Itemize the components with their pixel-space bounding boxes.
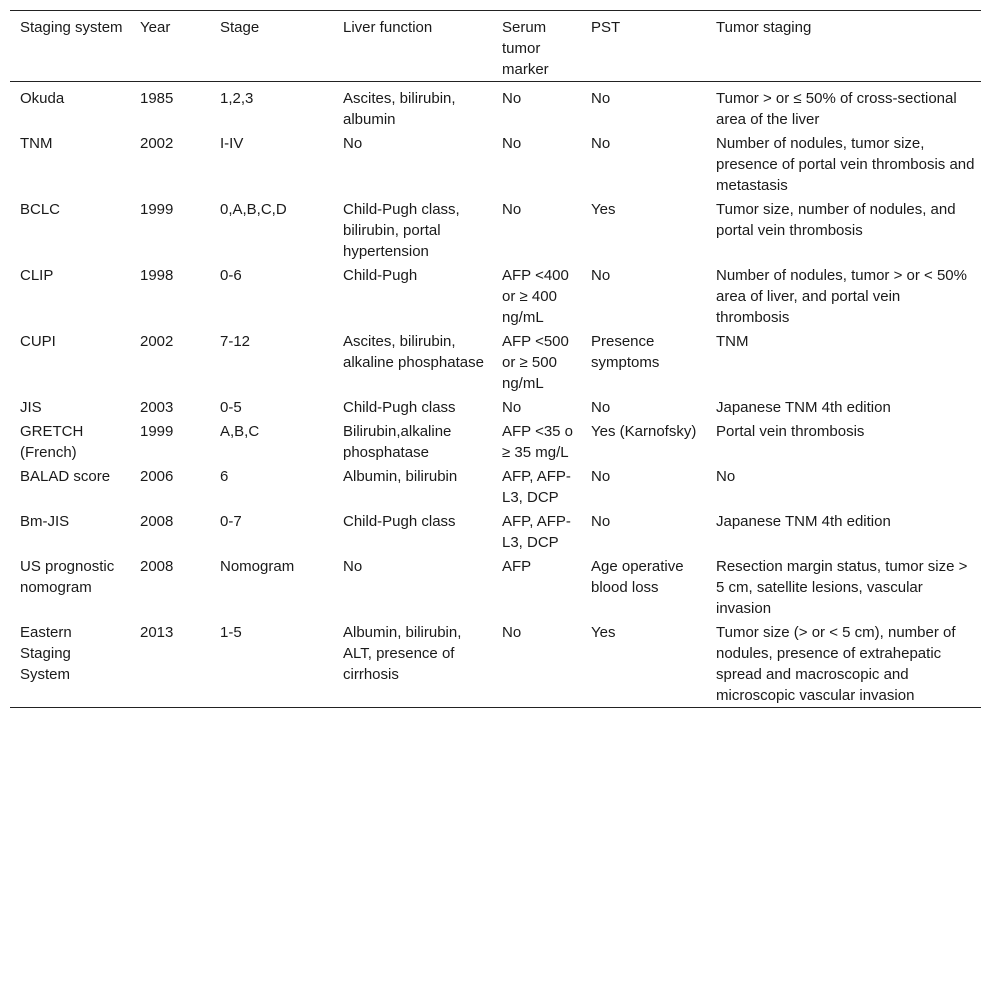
cell-liver-function: Child-Pugh class <box>343 513 456 530</box>
cell-pst: Yes <box>591 201 616 218</box>
cell-serum-tumor-marker: No <box>502 624 522 641</box>
header-pst: PST <box>591 19 621 36</box>
cell-pst: Yes (Karnofsky) <box>591 423 697 440</box>
staging-systems-table <box>10 10 981 708</box>
cell-stage: 0,A,B,C,D <box>220 201 287 218</box>
cell-year: 2002 <box>140 333 174 350</box>
header-stage: Stage <box>220 19 260 36</box>
cell-pst: No <box>591 135 611 152</box>
table-row <box>10 419 981 464</box>
cell-year: 1985 <box>140 90 174 107</box>
cell-liver-function: No <box>343 558 363 575</box>
cell-pst: No <box>591 267 611 284</box>
cell-tumor-staging: Japanese TNM 4th edition <box>716 513 891 530</box>
cell-tumor-staging: Tumor size (> or < 5 cm), number of nodules, presence of extrahepatic spread and macroscopic and microscopic vascular invasion <box>716 624 956 704</box>
cell-tumor-staging: No <box>716 468 736 485</box>
cell-year: 1999 <box>140 201 174 218</box>
cell-stage: 1-5 <box>220 624 242 641</box>
cell-liver-function: Child-Pugh class <box>343 399 456 416</box>
cell-stage: 0-7 <box>220 513 242 530</box>
cell-liver-function: Ascites, bilirubin, alkaline phosphatase <box>343 333 484 371</box>
table-header-row <box>10 11 981 82</box>
cell-stage: 7-12 <box>220 333 251 350</box>
cell-tumor-staging: TNM <box>716 333 749 350</box>
table-row <box>10 395 981 419</box>
cell-pst: No <box>591 513 611 530</box>
cell-stage: 0-6 <box>220 267 242 284</box>
table-row <box>10 329 981 395</box>
cell-serum-tumor-marker: No <box>502 399 522 416</box>
cell-liver-function: Child-Pugh class, bilirubin, portal hypertension <box>343 201 460 260</box>
cell-stage: 6 <box>220 468 229 485</box>
cell-staging-system: TNM <box>20 135 53 152</box>
cell-stage: I-IV <box>220 135 244 152</box>
cell-pst: No <box>591 468 611 485</box>
cell-stage: 0-5 <box>220 399 242 416</box>
cell-staging-system: GRETCH (French) <box>20 423 84 461</box>
table-row <box>10 82 981 132</box>
cell-pst: Age operative blood loss <box>591 558 684 596</box>
cell-staging-system: Eastern Staging System <box>20 624 72 683</box>
header-staging-system: Staging system <box>20 19 123 36</box>
cell-liver-function: No <box>343 135 363 152</box>
cell-serum-tumor-marker: AFP <box>502 558 532 575</box>
cell-liver-function: Albumin, bilirubin <box>343 468 458 485</box>
cell-staging-system: US prognostic nomogram <box>20 558 115 596</box>
cell-year: 2006 <box>140 468 174 485</box>
cell-pst: No <box>591 90 611 107</box>
cell-liver-function: Ascites, bilirubin, albumin <box>343 90 456 128</box>
header-serum-tumor-marker: Serum tumor marker <box>502 19 549 78</box>
cell-staging-system: CUPI <box>20 333 56 350</box>
cell-staging-system: Okuda <box>20 90 65 107</box>
cell-pst: No <box>591 399 611 416</box>
cell-stage: A,B,C <box>220 423 260 440</box>
cell-year: 1999 <box>140 423 174 440</box>
staging-table-container <box>10 10 981 708</box>
cell-liver-function: Bilirubin,alkaline phosphatase <box>343 423 452 461</box>
cell-staging-system: Bm-JIS <box>20 513 70 530</box>
cell-serum-tumor-marker: No <box>502 135 522 152</box>
cell-staging-system: BCLC <box>20 201 61 218</box>
cell-serum-tumor-marker: AFP <500 or ≥ 500 ng/mL <box>502 333 569 392</box>
table-row <box>10 263 981 329</box>
cell-tumor-staging: Number of nodules, tumor size, presence of portal vein thrombosis and metastasis <box>716 135 975 194</box>
cell-tumor-staging: Resection margin status, tumor size > 5 cm, satellite lesions, vascular invasion <box>716 558 968 617</box>
cell-year: 2008 <box>140 558 174 575</box>
table-row <box>10 131 981 197</box>
cell-serum-tumor-marker: No <box>502 90 522 107</box>
cell-tumor-staging: Tumor > or ≤ 50% of cross-sectional area of the liver <box>716 90 957 128</box>
cell-year: 2008 <box>140 513 174 530</box>
cell-serum-tumor-marker: AFP <400 or ≥ 400 ng/mL <box>502 267 569 326</box>
cell-tumor-staging: Tumor size, number of nodules, and portal vein thrombosis <box>716 201 956 239</box>
cell-tumor-staging: Japanese TNM 4th edition <box>716 399 891 416</box>
cell-pst: Presence symptoms <box>591 333 660 371</box>
header-tumor-staging: Tumor staging <box>716 19 812 36</box>
cell-pst: Yes <box>591 624 616 641</box>
cell-staging-system: CLIP <box>20 267 54 284</box>
header-liver-function: Liver function <box>343 19 433 36</box>
cell-year: 2002 <box>140 135 174 152</box>
table-row <box>10 197 981 263</box>
cell-year: 2003 <box>140 399 174 416</box>
cell-liver-function: Albumin, bilirubin, ALT, presence of cirrhosis <box>343 624 462 683</box>
table-row <box>10 509 981 554</box>
table-row <box>10 464 981 509</box>
cell-serum-tumor-marker: No <box>502 201 522 218</box>
table-row <box>10 554 981 620</box>
cell-staging-system: JIS <box>20 399 42 416</box>
cell-tumor-staging: Portal vein thrombosis <box>716 423 865 440</box>
cell-serum-tumor-marker: AFP, AFP-L3, DCP <box>502 468 571 506</box>
cell-serum-tumor-marker: AFP, AFP-L3, DCP <box>502 513 571 551</box>
header-year: Year <box>140 19 171 36</box>
cell-year: 2013 <box>140 624 174 641</box>
table-row <box>10 620 981 708</box>
cell-stage: 1,2,3 <box>220 90 254 107</box>
cell-tumor-staging: Number of nodules, tumor > or < 50% area of liver, and portal vein thrombosis <box>716 267 967 326</box>
cell-staging-system: BALAD score <box>20 468 111 485</box>
cell-year: 1998 <box>140 267 174 284</box>
cell-serum-tumor-marker: AFP <35 o ≥ 35 mg/L <box>502 423 574 461</box>
cell-liver-function: Child-Pugh <box>343 267 418 284</box>
cell-stage: Nomogram <box>220 558 295 575</box>
